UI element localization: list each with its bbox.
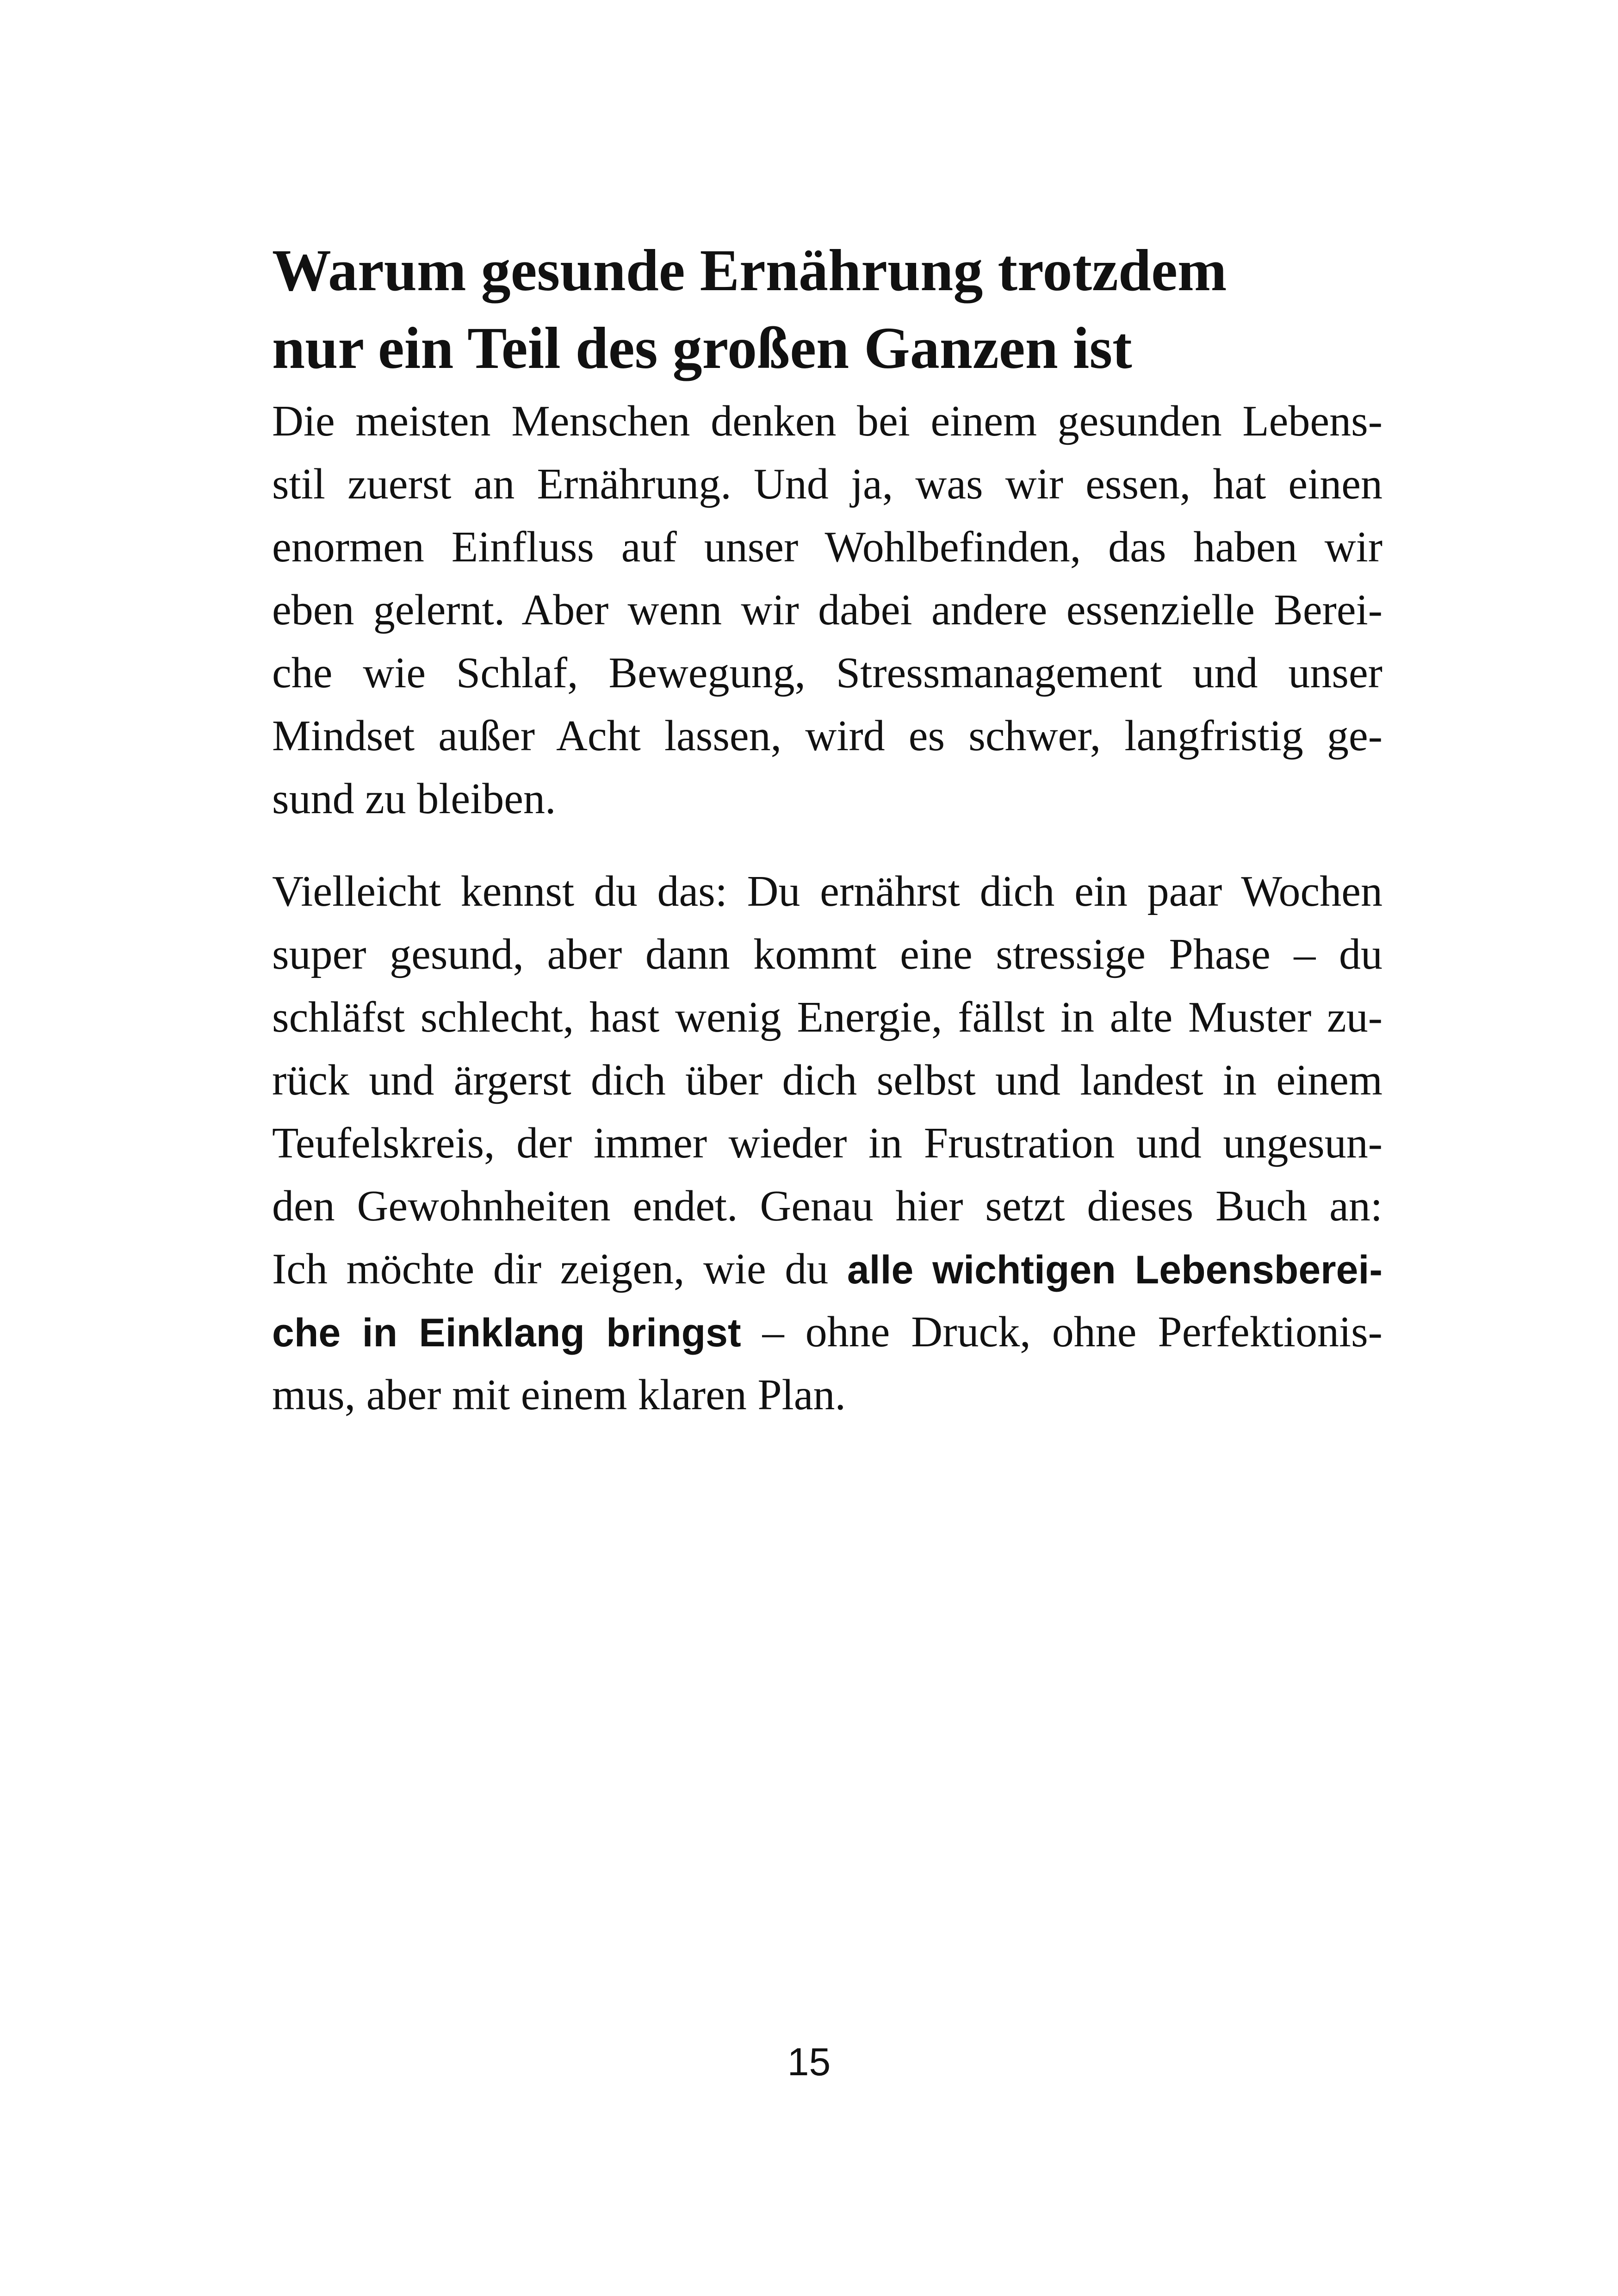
- heading-line-2: nur ein Teil des großen Ganzen ist: [272, 315, 1132, 381]
- paragraph-line-with-emphasis: [272, 1300, 1382, 1363]
- paragraph-line: sund zu bleiben.: [272, 775, 556, 823]
- paragraph-line: Die meisten Menschen denken bei einem gesunden Lebens-: [272, 397, 1382, 445]
- page-content: [272, 231, 1382, 1426]
- paragraph-line: rück und ärgerst dich über dich selbst und landest in einem: [272, 1056, 1382, 1104]
- page-number: 15: [787, 2040, 831, 2084]
- paragraph-2: [272, 860, 1382, 1426]
- paragraph-line: stil zuerst an Ernährung. Und ja, was wir essen, hat einen: [272, 460, 1382, 508]
- paragraph-line: mus, aber mit einem klaren Plan.: [272, 1371, 846, 1419]
- heading-line-1: Warum gesunde Ernährung trotzdem: [272, 237, 1227, 303]
- paragraph-line: den Gewohnheiten endet. Genau hier setzt dieses Buch an:: [272, 1182, 1382, 1230]
- paragraph-line: Teufelskreis, der immer wieder in Frustration und ungesun-: [272, 1119, 1382, 1167]
- paragraph-line: Mindset außer Acht lassen, wird es schwer, langfristig ge-: [272, 712, 1382, 760]
- emphasis-text: che in Einklang bringst: [272, 1311, 741, 1355]
- paragraph-line: Vielleicht kennst du das: Du ernährst dich ein paar Wochen: [272, 867, 1382, 915]
- paragraph-line: enormen Einfluss auf unser Wohlbefinden, das haben wir: [272, 523, 1382, 571]
- paragraph-text: – ohne Druck, ohne Perfektionis-: [741, 1308, 1382, 1356]
- paragraph-line: super gesund, aber dann kommt eine stressige Phase – du: [272, 930, 1382, 978]
- paragraph-text: Ich möchte dir zeigen, wie du: [272, 1245, 847, 1293]
- paragraph-line: schläfst schlecht, hast wenig Energie, fällst in alte Muster zu-: [272, 993, 1382, 1041]
- paragraph-1: [272, 390, 1382, 830]
- paragraph-line-with-emphasis: [272, 1238, 1382, 1300]
- paragraph-line: che wie Schlaf, Bewegung, Stressmanagement und unser: [272, 649, 1382, 697]
- section-heading: [272, 231, 1382, 387]
- paragraph-line: eben gelernt. Aber wenn wir dabei andere essenzielle Berei-: [272, 586, 1382, 634]
- emphasis-text: alle wichtigen Lebensberei-: [847, 1248, 1382, 1292]
